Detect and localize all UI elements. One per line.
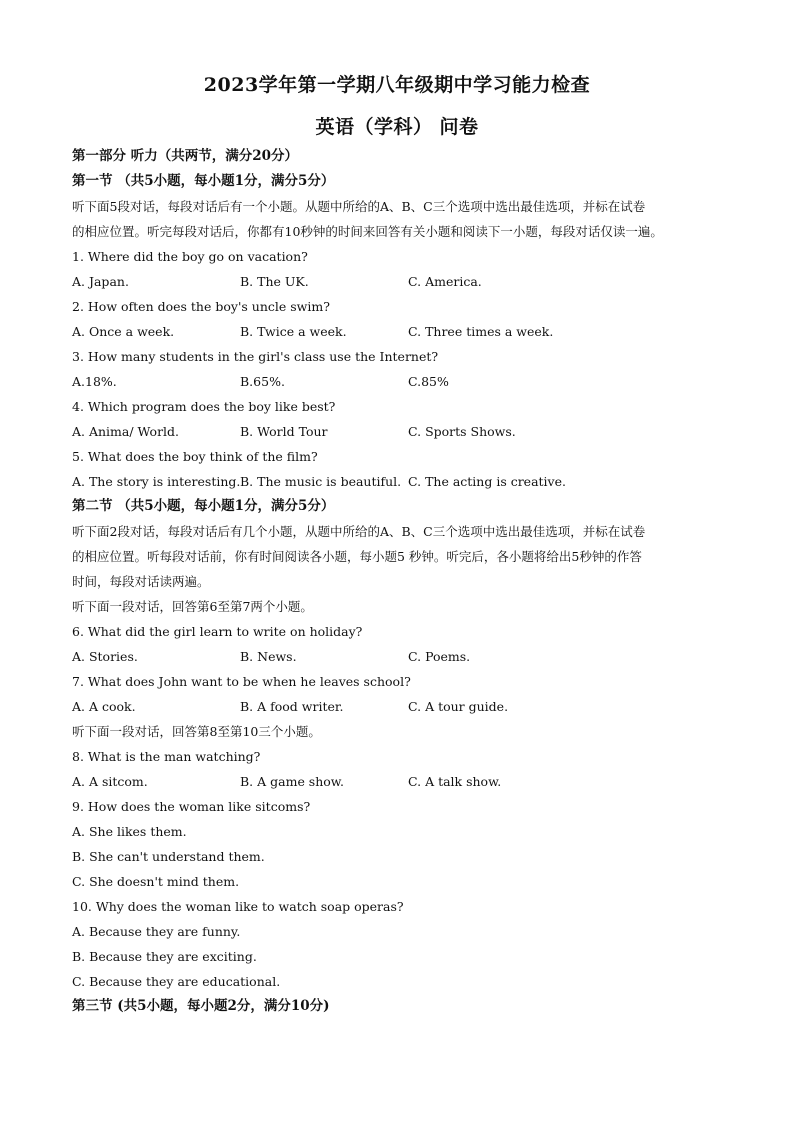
question-text: 5. What does the boy think of the film? xyxy=(72,449,318,464)
option-a: A.18%. xyxy=(72,374,117,389)
question-text: 8. What is the man watching? xyxy=(72,749,261,764)
option-b: B. The UK. xyxy=(240,274,309,289)
options-row xyxy=(72,469,732,494)
part1-heading: 第一部分 听力（共两节，满分20分） xyxy=(72,148,298,164)
option-b: B. Twice a week. xyxy=(240,324,347,339)
section2-instructions-line: 的相应位置。听每段对话前，你有时间阅读各小题，每小题5 秒钟。听完后，各小题将给出5秒钟的作答 xyxy=(72,549,642,564)
option-c: C. Three times a week. xyxy=(408,324,554,339)
section1-heading: 第一节 （共5小题，每小题1分，满分5分） xyxy=(72,173,335,189)
section2-instructions-line: 时间，每段对话读两遍。 xyxy=(72,574,210,589)
question-text: 10. Why does the woman like to watch soap operas? xyxy=(72,899,404,914)
question-text: 4. Which program does the boy like best? xyxy=(72,399,336,414)
section1-instructions-line: 听下面5段对话，每段对话后有一个小题。从题中所给的A、B、C三个选项中选出最佳选项，并标在试卷 xyxy=(72,199,646,214)
option-b: B. News. xyxy=(240,649,297,664)
option-a: A. Because they are funny. xyxy=(72,924,241,939)
options-row xyxy=(72,269,732,294)
options-row xyxy=(72,319,732,344)
option-a: A. She likes them. xyxy=(72,824,187,839)
question-text: 3. How many students in the girl's class use the Internet? xyxy=(72,349,439,364)
section3-heading: 第三节 (共5小题，每小题2分，满分10分) xyxy=(72,998,330,1014)
option-a: A. A cook. xyxy=(72,699,136,714)
option-c: C. Because they are educational. xyxy=(72,974,281,989)
option-a: A. Stories. xyxy=(72,649,138,664)
option-a: A. Japan. xyxy=(72,274,129,289)
exam-title: 2023学年第一学期八年级期中学习能力检查 xyxy=(203,74,591,96)
option-c: C.85% xyxy=(408,374,449,389)
section1-instructions-line: 的相应位置。听完每段对话后，你都有10秒钟的时间来回答有关小题和阅读下一小题，每段对话仅读一遍。 xyxy=(72,224,663,239)
question-text: 6. What did the girl learn to write on holiday? xyxy=(72,624,363,639)
question-text: 1. Where did the boy go on vacation? xyxy=(72,249,308,264)
exam-content xyxy=(72,144,732,1019)
option-c: C. A talk show. xyxy=(408,774,502,789)
options-row xyxy=(72,419,732,444)
option-c: C. Poems. xyxy=(408,649,471,664)
option-b: B. The music is beautiful. xyxy=(240,474,402,489)
option-b: B. A game show. xyxy=(240,774,344,789)
options-row xyxy=(72,644,732,669)
option-b: B. She can't understand them. xyxy=(72,849,265,864)
option-a: A. A sitcom. xyxy=(72,774,148,789)
option-c: C. She doesn't mind them. xyxy=(72,874,240,889)
section2-heading: 第二节 （共5小题，每小题1分，满分5分） xyxy=(72,498,335,514)
question-text: 7. What does John want to be when he leaves school? xyxy=(72,674,411,689)
option-a: A. Anima/ World. xyxy=(72,424,180,439)
option-c: C. A tour guide. xyxy=(408,699,509,714)
options-row xyxy=(72,369,732,394)
question-text: 9. How does the woman like sitcoms? xyxy=(72,799,311,814)
question-text: 2. How often does the boy's uncle swim? xyxy=(72,299,330,314)
dialog-intro: 听下面一段对话，回答第8至第10三个小题。 xyxy=(72,724,321,739)
options-row xyxy=(72,694,732,719)
exam-subtitle: 英语（学科） 问卷 xyxy=(315,116,479,138)
option-c: C. The acting is creative. xyxy=(408,474,566,489)
option-a: A. The story is interesting. xyxy=(72,474,241,489)
section2-instructions-line: 听下面2段对话，每段对话后有几个小题，从题中所给的A、B、C三个选项中选出最佳选项，并标在试卷 xyxy=(72,524,646,539)
option-b: B. A food writer. xyxy=(240,699,344,714)
option-b: B. Because they are exciting. xyxy=(72,949,257,964)
option-a: A. Once a week. xyxy=(72,324,175,339)
option-c: C. America. xyxy=(408,274,482,289)
option-b: B. World Tour xyxy=(240,424,328,439)
option-c: C. Sports Shows. xyxy=(408,424,516,439)
option-b: B.65%. xyxy=(240,374,285,389)
options-row xyxy=(72,769,732,794)
dialog-intro: 听下面一段对话，回答第6至第7两个小题。 xyxy=(72,599,313,614)
